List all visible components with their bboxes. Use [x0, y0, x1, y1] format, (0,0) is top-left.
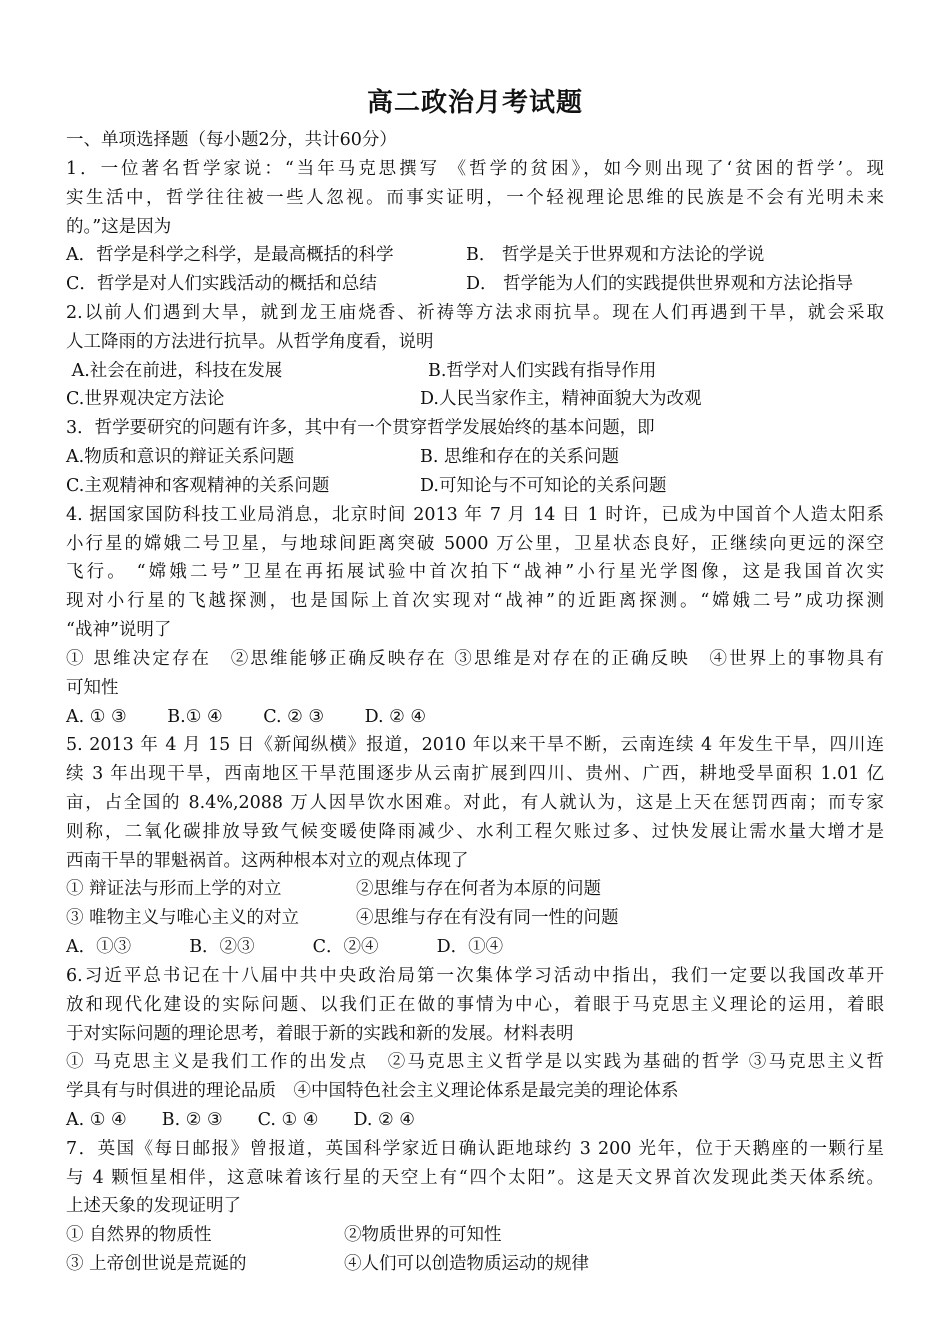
- question-2-option-c: C.世界观决定方法论: [66, 389, 225, 409]
- question-2-stem: 2.以前人们遇到大旱，就到龙王庙烧香、祈祷等方法求雨抗旱。现在人们再遇到干旱，就会采取: [66, 303, 884, 323]
- question-5-option-2: ②思维与存在何者为本原的问题: [356, 879, 601, 899]
- question-4-stem: 飞行。 “嫦娥二号”卫星在再拓展试验中首次拍下“战神”小行星光学图像，这是我国首次实: [66, 562, 884, 582]
- question-4-stem: 现对小行星的飞越探测，也是国际上首次实现对“战神”的近距离探测。“嫦娥二号”成功探测: [66, 591, 884, 611]
- question-1-stem: 实生活中，哲学往往被一些人忽视。而事实证明，一个轻视理论思维的民族是不会有光明未来: [66, 188, 884, 208]
- question-6-stem: 于对实际问题的理论思考，着眼于新的实践和新的发展。材料表明: [66, 1024, 574, 1044]
- question-4-options: 可知性: [66, 678, 119, 698]
- question-6-stem: 放和现代化建设的实际问题、以我们正在做的事情为中心，着眼于马克思主义理论的运用，着眼: [66, 995, 884, 1015]
- question-1-option-c: C．哲学是对人们实践活动的概括和总结: [66, 274, 377, 294]
- question-5-stem: 西南干旱的罪魁祸首。这两种根本对立的观点体现了: [66, 851, 469, 871]
- question-7-option-2: ②物质世界的可知性: [344, 1225, 502, 1245]
- question-4-stem: “战神”说明了: [66, 620, 172, 640]
- question-3-stem: 3．哲学要研究的问题有许多，其中有一个贯穿哲学发展始终的基本问题，即: [66, 418, 655, 438]
- question-7-option-1: ① 自然界的物质性: [66, 1225, 212, 1245]
- question-7-stem: 与 4 颗恒星相伴，这意味着该行星的天空上有“四个太阳”。这是天文界首次发现此类天体系统。: [66, 1168, 884, 1188]
- question-3-option-a: A.物质和意识的辩证关系问题: [66, 447, 295, 467]
- question-1-option-a: A．哲学是科学之科学，是最高概括的科学: [66, 245, 394, 265]
- question-3-option-d: D.可知论与不可知论的关系问题: [420, 476, 667, 496]
- question-4-answers: A. ① ③ B.① ④ C. ② ③ D. ② ④: [66, 707, 427, 727]
- question-4-stem: 4. 据国家国防科技工业局消息，北京时间 2013 年 7 月 14 日 1 时许，已成为中国首个人造太阳系: [66, 505, 884, 525]
- question-5-answers: A．①③ B．②③ C．②④ D．①④: [66, 937, 504, 957]
- question-5-stem: 亩，占全国的 8.4%,2088 万人因旱饮水困难。对此，有人就认为，这是上天在惩罚西南；而专家: [66, 793, 884, 813]
- question-2-stem: 人工降雨的方法进行抗旱。从哲学角度看，说明: [66, 332, 434, 352]
- section-heading: 一、单项选择题（每小题2分，共计60分）: [66, 130, 397, 150]
- question-7-stem: 7．英国《每日邮报》曾报道，英国科学家近日确认距地球约 3 200 光年，位于天鹅座的一颗行星: [66, 1139, 884, 1159]
- question-5-option-4: ④思维与存在有没有同一性的问题: [356, 908, 619, 928]
- question-6-options: ① 马克思主义是我们工作的出发点 ②马克思主义哲学是以实践为基础的哲学 ③马克思主义哲: [66, 1052, 884, 1072]
- question-1-option-b: B． 哲学是关于世界观和方法论的学说: [466, 245, 765, 265]
- question-3-option-b: B. 思维和存在的关系问题: [420, 447, 619, 467]
- question-1-stem: 的。”这是因为: [66, 217, 172, 237]
- question-4-stem: 小行星的嫦娥二号卫星，与地球间距离突破 5000 万公里，卫星状态良好，正继续向更远的深空: [66, 534, 884, 554]
- question-1-stem: 1．一位著名哲学家说：“当年马克思撰写 《哲学的贫困》，如今则出现了‘贫困的哲学’。现: [66, 159, 884, 179]
- question-5-stem: 5. 2013 年 4 月 15 日《新闻纵横》报道，2010 年以来干旱不断，云南连续 4 年发生干旱，四川连: [66, 735, 884, 755]
- question-6-answers: A. ① ④ B. ② ③ C. ① ④ D. ② ④: [66, 1110, 415, 1130]
- question-7-option-4: ④人们可以创造物质运动的规律: [344, 1254, 589, 1274]
- question-7-option-3: ③ 上帝创世说是荒诞的: [66, 1254, 247, 1274]
- page-title: 高二政治月考试题: [366, 88, 583, 118]
- question-1-option-d: D． 哲学能为人们的实践提供世界观和方法论指导: [466, 274, 854, 294]
- question-3-option-c: C.主观精神和客观精神的关系问题: [66, 476, 330, 496]
- question-2-option-a: A.社会在前进，科技在发展: [66, 361, 283, 381]
- question-4-options: ① 思维决定存在 ②思维能够正确反映存在 ③思维是对存在的正确反映 ④世界上的事物具有: [66, 649, 884, 669]
- question-6-options: 学具有与时俱进的理论品质 ④中国特色社会主义理论体系是最完美的理论体系: [66, 1081, 679, 1101]
- question-5-option-3: ③ 唯物主义与唯心主义的对立: [66, 908, 300, 928]
- question-5-stem: 续 3 年出现干旱，西南地区干旱范围逐步从云南扩展到四川、贵州、广西，耕地受旱面积 1.01 亿: [66, 764, 884, 784]
- question-7-stem: 上述天象的发现证明了: [66, 1196, 241, 1216]
- question-2-option-d: D.人民当家作主，精神面貌大为改观: [420, 389, 702, 409]
- question-6-stem: 6.习近平总书记在十八届中共中央政治局第一次集体学习活动中指出，我们一定要以我国改革开: [66, 966, 884, 986]
- question-2-option-b: B.哲学对人们实践有指导作用: [428, 361, 657, 381]
- question-5-stem: 则称，二氧化碳排放导致气候变暖使降雨减少、水利工程欠账过多、过快发展让需水量大增才是: [66, 822, 884, 842]
- question-5-option-1: ① 辩证法与形而上学的对立: [66, 879, 282, 899]
